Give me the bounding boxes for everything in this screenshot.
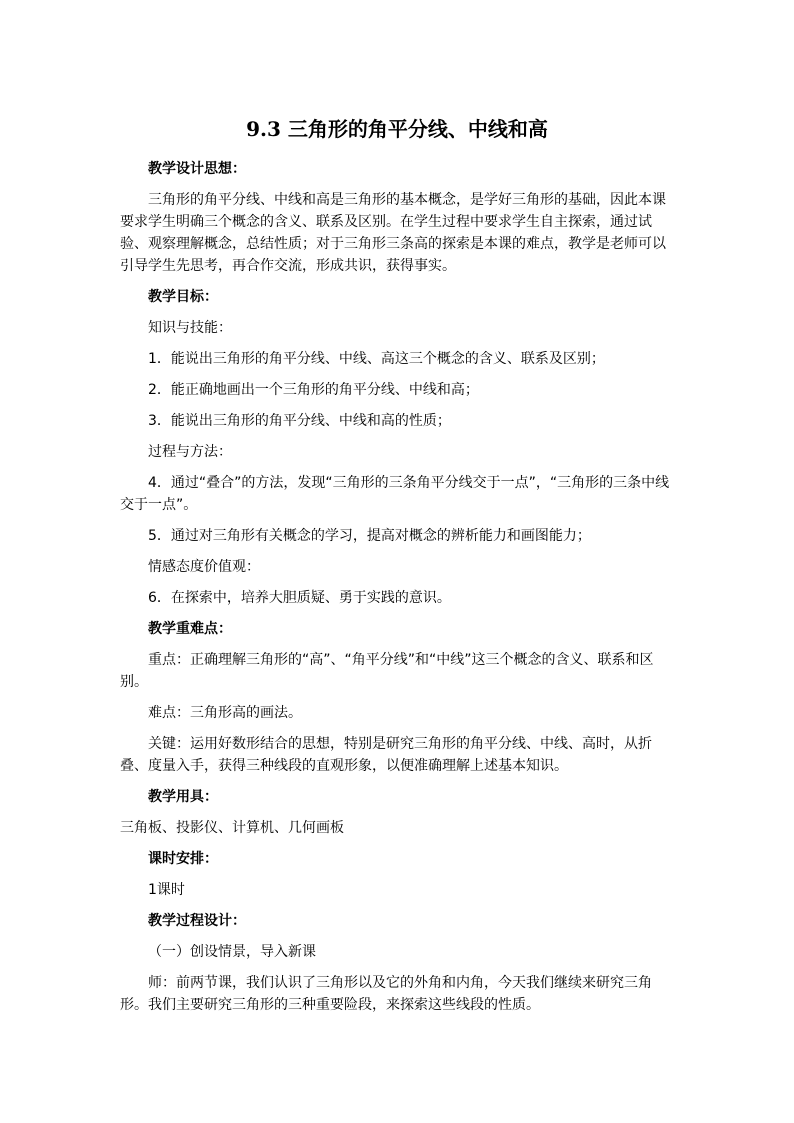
- label-knowledge-skills: 知识与技能：: [148, 320, 232, 336]
- step-heading-1: （一）创设情景，导入新课: [148, 944, 316, 960]
- section-heading-design-idea: 教学设计思想：: [148, 161, 246, 177]
- paragraph-difficult-point: 难点：三角形高的画法。: [148, 705, 302, 721]
- paragraph-step-1: 师：前两节课，我们认识了三角形以及它的外角和内角，今天我们继续来研究三角形。我们主要研究三角形的三种重要险段，来探索这些线段的性质。: [120, 975, 652, 1013]
- objective-item-4: 4．通过“叠合”的方法，发现“三角形的三条角平分线交于一点”，“三角形的三条中线交于一点”。: [120, 475, 670, 513]
- objective-item-2: 2．能正确地画出一个三角形的角平分线、中线和高；: [148, 382, 479, 398]
- label-emotion-values: 情感态度价值观：: [148, 559, 260, 575]
- objective-item-1: 1．能说出三角形的角平分线、中线、高这三个概念的含义、联系及区别；: [148, 351, 605, 367]
- paragraph-key-method: 关键：运用好数形结合的思想，特别是研究三角形的角平分线、中线、高时，从折叠、度量入手，获得三种线段的直观形象，以便准确理解上述基本知识。: [120, 736, 652, 774]
- document-body: [120, 158, 677, 1016]
- section-heading-process: 教学过程设计：: [148, 913, 246, 929]
- section-heading-objectives: 教学目标：: [148, 289, 218, 305]
- label-process-method: 过程与方法：: [148, 444, 232, 460]
- paragraph-tools: 三角板、投影仪、计算机、几何画板: [120, 820, 344, 836]
- paragraph-schedule: 1课时: [148, 882, 185, 898]
- section-heading-key-points: 教学重难点：: [148, 621, 232, 637]
- document-title: 9.3 三角形的角平分线、中线和高: [246, 117, 548, 141]
- objective-item-3: 3．能说出三角形的角平分线、中线和高的性质；: [148, 413, 451, 429]
- section-heading-schedule: 课时安排：: [148, 851, 218, 867]
- paragraph-design-idea: 三角形的角平分线、中线和高是三角形的基本概念，是学好三角形的基础，因此本课要求学生明确三个概念的含义、联系及区别。在学生过程中要求学生自主探索，通过试验、观察理解概念，总结性质；对于三角形三条高的探索是本课的难点，教学是老师可以引导学生先思考，再合作交流，形成共识，获得事实。: [120, 192, 666, 274]
- objective-item-5: 5．通过对三角形有关概念的学习，提高对概念的辨析能力和画图能力；: [148, 528, 591, 544]
- objective-item-6: 6．在探索中，培养大胆质疑、勇于实践的意识。: [148, 590, 451, 606]
- section-heading-tools: 教学用具：: [148, 789, 218, 805]
- paragraph-key-point: 重点：正确理解三角形的“高”、“角平分线”和“中线”这三个概念的含义、联系和区别。: [120, 652, 654, 690]
